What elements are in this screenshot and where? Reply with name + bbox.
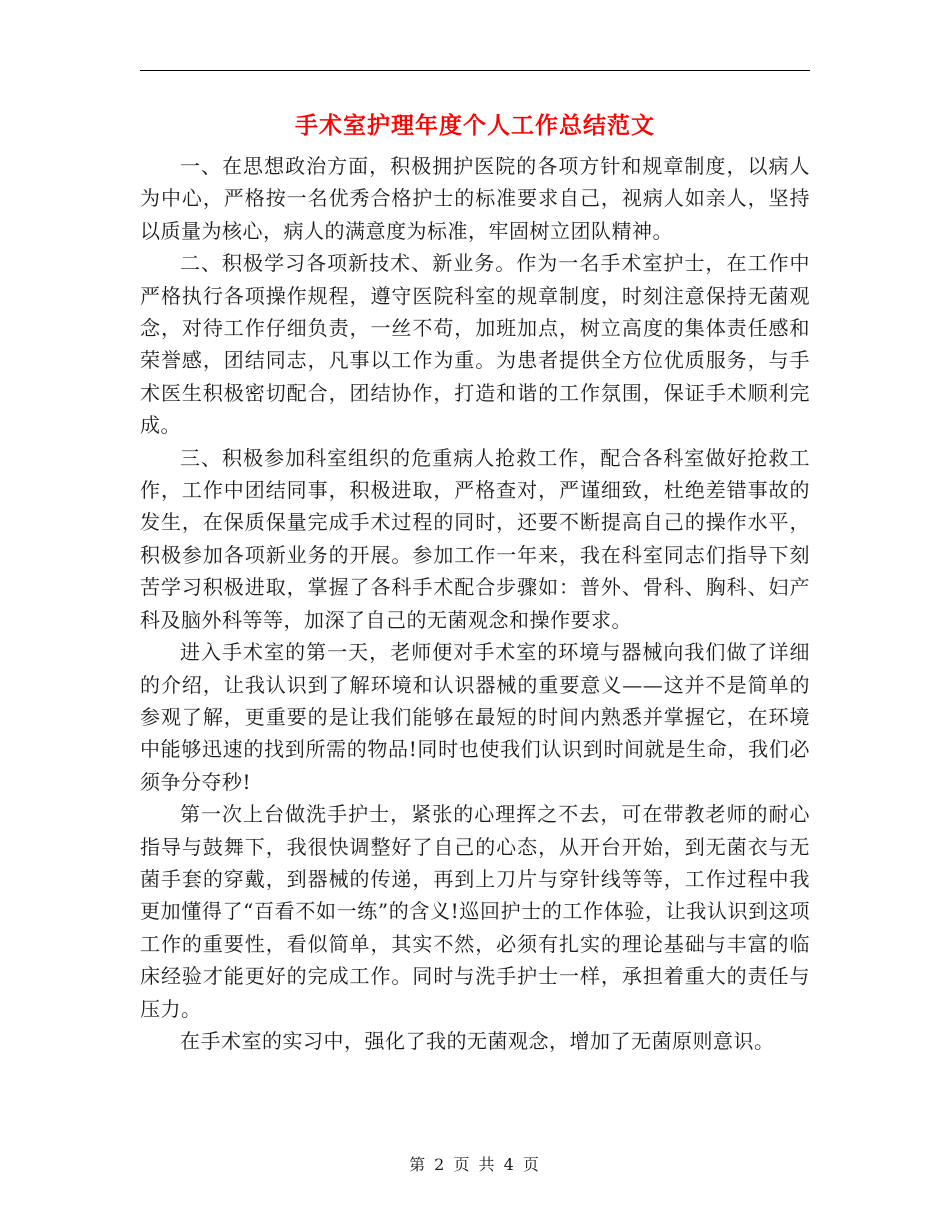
paragraph-rescue: 三、积极参加科室组织的危重病人抢救工作，配合各科室做好抢救工作，工作中团结同事，积极进取，严格查对，严谨细致，杜绝差错事故的发生，在保质保量完成手术过程的同时，还要不断提高自己的操作水平，积极参加各项新业务的开展。参加工作一年来，我在科室同志们指导下刻苦学习积极进取，掌握了各科手术配合步骤如：普外、骨科、胸科、妇产科及脑外科等等，加深了自己的无菌观念和操作要求。 xyxy=(140,445,810,632)
paragraph-political: 一、在思想政治方面，积极拥护医院的各项方针和规章制度，以病人为中心，严格按一名优秀合格护士的标准要求自己，视病人如亲人，坚持以质量为核心，病人的满意度为标准，牢固树立团队精神。 xyxy=(140,154,810,243)
paragraph-learning: 二、积极学习各项新技术、新业务。作为一名手术室护士，在工作中严格执行各项操作规程，遵守医院科室的规章制度，时刻注意保持无菌观念，对待工作仔细负责，一丝不苟，加班加点，树立高度的集体责任感和荣誉感，团结同志，凡事以工作为重。为患者提供全方位优质服务，与手术医生积极密切配合，团结协作，打造和谐的工作氛围，保证手术顺利完成。 xyxy=(140,251,810,438)
page-number: 第 2 页 共 4 页 xyxy=(409,1155,541,1174)
paragraph-internship: 在手术室的实习中，强化了我的无菌观念，增加了无菌原则意识。 xyxy=(180,1028,775,1053)
document-title: 手术室护理年度个人工作总结范文 xyxy=(295,112,655,139)
document-body xyxy=(140,150,810,1057)
paragraph-scrub-nurse: 第一次上台做洗手护士，紧张的心理挥之不去，可在带教老师的耐心指导与鼓舞下，我很快调整好了自己的心态，从开台开始，到无菌衣与无菌手套的穿戴，到器械的传递，再到上刀片与穿针线等等，工作过程中我更加懂得了“百看不如一练”的含义!巡回护士的工作体验，让我认识到这项工作的重要性，看似简单，其实不然，必须有扎实的理论基础与丰富的临床经验才能更好的完成工作。同时与洗手护士一样，承担着重大的责任与压力。 xyxy=(140,802,810,1021)
header-rule xyxy=(140,70,810,71)
paragraph-first-day: 进入手术室的第一天，老师便对手术室的环境与器械向我们做了详细的介绍，让我认识到了解环境和认识器械的重要意义——这并不是简单的参观了解，更重要的是让我们能够在最短的时间内熟悉并掌握它，在环境中能够迅速的找到所需的物品!同时也使我们认识到时间就是生命，我们必须争分夺秒! xyxy=(140,640,810,794)
